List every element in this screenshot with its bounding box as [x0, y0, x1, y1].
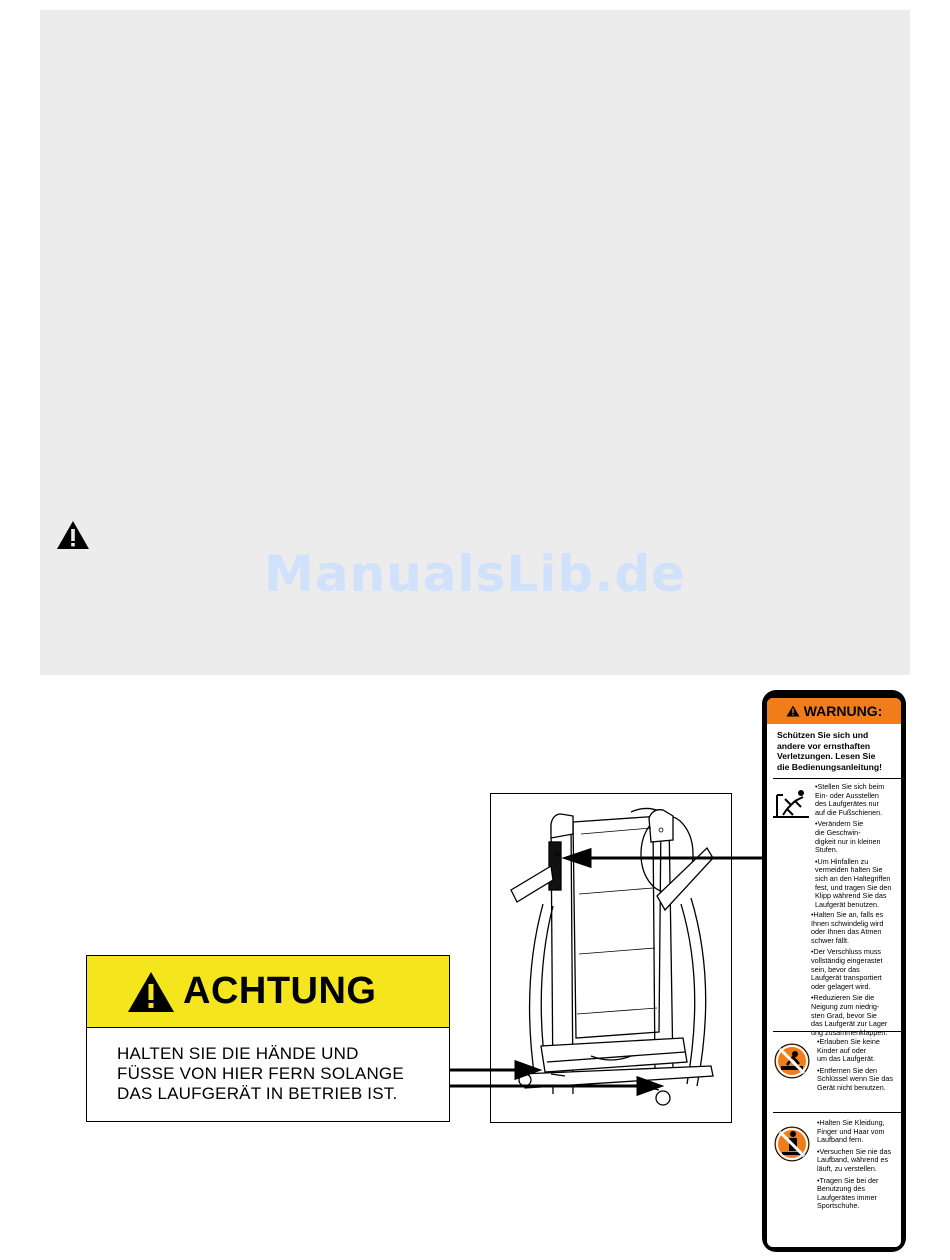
achtung-line: DAS LAUFGERÄT IN BETRIEB IST. [117, 1084, 398, 1103]
warnung-intro-line: Schützen Sie sich und [777, 730, 869, 740]
watermark: ManualsLib.de [264, 545, 686, 603]
warnung-item-line: Neigung zum niedrig- [811, 1001, 880, 1011]
warnung-item-line: die Geschwin- [815, 827, 861, 837]
warnung-intro-line: die Bedienungsanleitung! [777, 761, 883, 772]
achtung-line: FÜSSE VON HIER FERN SOLANGE [117, 1064, 404, 1083]
warnung-item [817, 1148, 891, 1174]
warnung-intro-line: andere vor ernsthaften [777, 740, 871, 751]
warnung-item-line: sein, bevor das [811, 964, 860, 974]
achtung-label [86, 955, 450, 1122]
warnung-item-line: Kinder auf oder [817, 1045, 867, 1055]
warnung-header [767, 698, 901, 724]
achtung-text [87, 1028, 449, 1104]
fall-hazard-icon [771, 789, 811, 821]
treadmill-illustration-frame [490, 793, 732, 1123]
warnung-item [815, 858, 891, 910]
warnung-section-1-text [815, 783, 891, 912]
warnung-item-line: •Der Verschluss muss [811, 947, 882, 957]
warnung-item-line: sich an den Haltegriffen [815, 873, 891, 883]
warnung-item-line: Laufgerät benutzen. [815, 899, 879, 909]
warnung-item-line: digkeit nur in kleinen [815, 836, 881, 846]
warnung-section-3 [767, 1113, 901, 1247]
warnung-item-line: •Stellen Sie sich beim [815, 782, 885, 791]
warnung-item-line: Stufen. [815, 845, 838, 855]
warnung-section-1-text-lower [811, 911, 887, 1040]
warnung-item [817, 1067, 893, 1093]
warnung-item-line: Laufband, während es [817, 1155, 889, 1165]
warnung-item-line: Laufgerät transportiert [811, 973, 882, 983]
warnung-item-line: oder Ihnen das Atmen [811, 927, 882, 937]
warnung-item-line: das Laufgerät zur Lager [811, 1019, 888, 1029]
warnung-intro-line: Verletzungen. Lesen Sie [777, 751, 876, 761]
warnung-item-line: •Verändern Sie [815, 819, 864, 829]
treadmill-illustration [491, 794, 731, 1122]
warnung-item [811, 994, 887, 1037]
warnung-item-line: fest, und tragen Sie den [815, 882, 892, 892]
warnung-section-2-text [817, 1038, 893, 1096]
warnung-item-line: vollständig eingerastet [811, 955, 883, 965]
warnung-item-line: •Tragen Sie bei der [817, 1175, 879, 1185]
warnung-item-line: Laufgerätes immer [817, 1192, 877, 1202]
warnung-item-line: des Laufgerätes nur [815, 799, 879, 809]
warnung-item-line: •Versuchen Sie nie das [817, 1146, 892, 1156]
achtung-header [87, 956, 449, 1028]
warnung-item-line: läuft, zu verstellen. [817, 1163, 877, 1173]
warnung-item-line: auf die Fußschienen. [815, 807, 883, 817]
warnung-item-line: oder gelagert wird. [811, 981, 871, 991]
warnung-item [811, 911, 887, 945]
achtung-title: ACHTUNG [183, 970, 377, 1012]
warnung-section-3-text [817, 1119, 891, 1214]
warnung-item-line: vermeiden halten Sie [815, 865, 883, 875]
warnung-item-line: •Reduzieren Sie die [811, 993, 875, 1003]
warnung-item-line: Laufband fern. [817, 1135, 864, 1145]
warnung-item-line: •Erlauben Sie keine [817, 1037, 880, 1046]
warnung-section-1 [767, 779, 901, 1037]
warnung-item-line: Schlüssel wenn Sie das [817, 1074, 893, 1084]
warnung-item [815, 820, 891, 854]
warnung-item [817, 1177, 891, 1211]
warnung-item-line: um das Laufgerät. [817, 1054, 875, 1064]
warnung-item-line: Finger und Haar vom [817, 1126, 885, 1136]
warnung-item-line: •Entfernen Sie den [817, 1065, 878, 1075]
warnung-item-line: •Um Hinfallen zu [815, 856, 869, 866]
warnung-intro [767, 724, 901, 778]
warnung-item-line: Sportschuhe. [817, 1201, 860, 1211]
warnung-item-line: Benutzung des [817, 1184, 865, 1194]
warnung-item-line: schwer fällt. [811, 935, 849, 945]
warnung-section-2 [767, 1032, 901, 1112]
warning-triangle-icon [56, 520, 90, 550]
warning-triangle-icon [786, 705, 800, 717]
warnung-item-line: •Halten Sie an, falls es [811, 910, 884, 919]
warnung-item-line: sten Grad, bevor Sie [811, 1010, 877, 1020]
warnung-item-line: Gerät nicht benutzen. [817, 1082, 886, 1092]
warnung-item-line: ung zusammenklappen. [811, 1027, 888, 1037]
warnung-item-line: •Halten Sie Kleidung, [817, 1118, 885, 1127]
warnung-title: WARNUNG: [803, 703, 883, 719]
warnung-label [762, 690, 906, 1252]
achtung-line: HALTEN SIE DIE HÄNDE UND [117, 1044, 359, 1063]
warnung-label-body [767, 698, 901, 1247]
warning-triangle-icon [127, 971, 175, 1013]
warnung-item-line: Ein- oder Ausstellen [815, 790, 879, 800]
entanglement-hazard-icon [773, 1125, 811, 1163]
warnung-item [811, 948, 887, 991]
warnung-item-line: Klipp während Sie das [815, 891, 887, 901]
warnung-item [817, 1119, 891, 1145]
warnung-item [817, 1038, 893, 1064]
no-children-icon [773, 1042, 811, 1080]
warnung-item [815, 783, 891, 817]
warnung-item-line: Ihnen schwindelig wird [811, 918, 884, 928]
